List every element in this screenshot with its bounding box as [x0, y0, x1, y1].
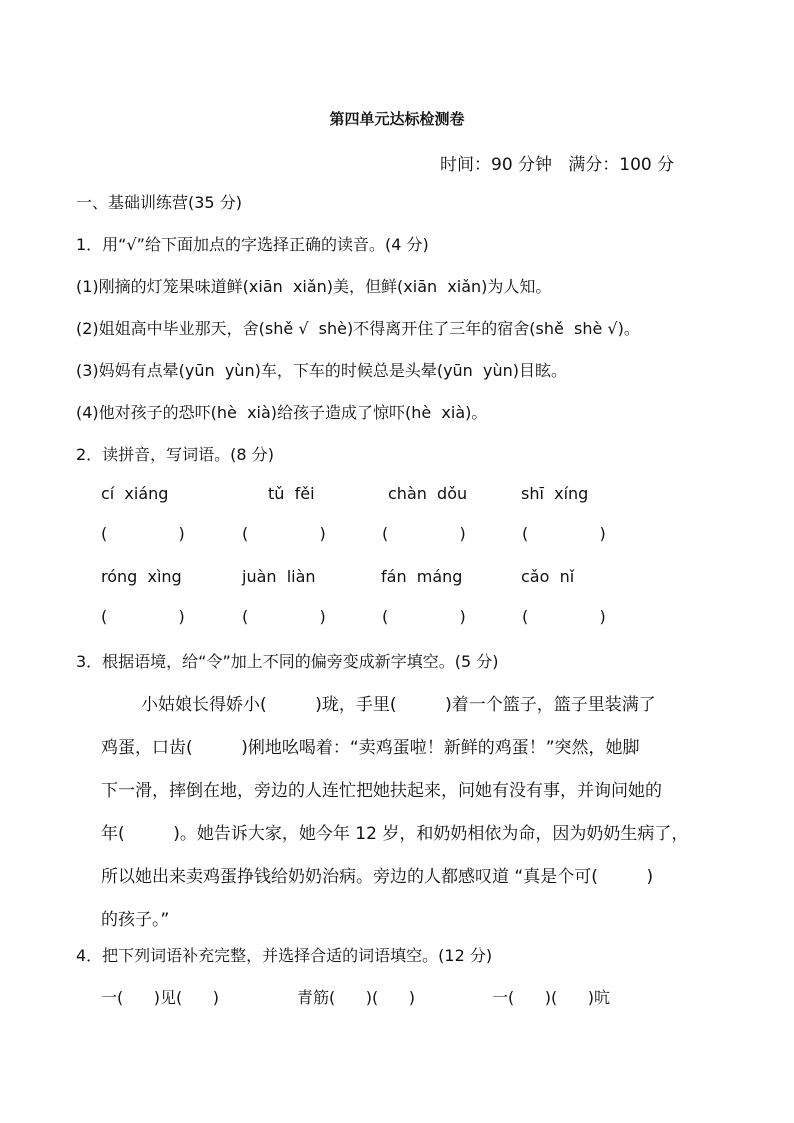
question-1-prompt: 1．用“√”给下面加点的字选择正确的读音。(4 分)	[76, 235, 429, 254]
answer-box[interactable]: ( )	[522, 524, 606, 543]
answer-box[interactable]: ( )	[242, 607, 326, 626]
question-1-item-1: (1)刚摘的灯笼果味道鲜(xiān xiǎn)美，但鲜(xiān xiǎn)为人知。	[76, 277, 552, 296]
idiom-blank-1[interactable]: 一( )见( )	[101, 988, 220, 1007]
question-3-prompt: 3．根据语境，给“令”加上不同的偏旁变成新字填空。(5 分)	[76, 652, 499, 671]
passage-line-6: 的孩子。”	[101, 910, 170, 930]
answer-box[interactable]: ( )	[101, 524, 185, 543]
pinyin-7: fán máng	[381, 567, 463, 586]
pinyin-5: róng xìng	[101, 567, 182, 586]
passage-line-5: 所以她出来卖鸡蛋挣钱给奶奶治病。旁边的人都感叹道 “真是个可( )	[101, 867, 654, 887]
question-1-item-2: (2)姐姐高中毕业那天，舍(shě √ shè)不得离开住了三年的宿舍(shě shè √)。	[76, 319, 640, 338]
pinyin-8: cǎo nǐ	[521, 567, 575, 586]
pinyin-4: shī xíng	[521, 484, 589, 503]
answer-box[interactable]: ( )	[382, 524, 466, 543]
answer-box[interactable]: ( )	[101, 607, 185, 626]
pinyin-1: cí xiáng	[101, 484, 169, 503]
passage-line-3: 下一滑，摔倒在地，旁边的人连忙把她扶起来，问她有没有事，并询问她的	[101, 781, 662, 801]
passage-line-1: 小姑娘长得娇小( )珑，手里( )着一个篮子，篮子里装满了	[141, 695, 656, 715]
question-4-prompt: 4．把下列词语补充完整，并选择合适的词语填空。(12 分)	[76, 946, 493, 965]
passage-line-2: 鸡蛋，口齿( )俐地吆喝着：“卖鸡蛋啦！新鲜的鸡蛋！”突然，她脚	[101, 738, 640, 758]
pinyin-3: chàn dǒu	[388, 484, 468, 503]
answer-box[interactable]: ( )	[382, 607, 466, 626]
section-heading: 一、基础训练营(35 分)	[76, 193, 242, 212]
answer-box[interactable]: ( )	[522, 607, 606, 626]
question-1-item-3: (3)妈妈有点晕(yūn yùn)车，下车的时候总是头晕(yūn yùn)目眩。	[76, 361, 567, 380]
pinyin-2: tǔ fěi	[268, 484, 315, 503]
idiom-blank-3[interactable]: 一( )( )吭	[492, 988, 611, 1007]
passage-line-4: 年( )。她告诉大家，她今年 12 岁，和奶奶相依为命，因为奶奶生病了，	[101, 824, 689, 844]
exam-title: 第四单元达标检测卷	[329, 110, 465, 128]
question-2-prompt: 2．读拼音，写词语。(8 分)	[76, 445, 274, 464]
answer-box[interactable]: ( )	[242, 524, 326, 543]
idiom-blank-2[interactable]: 青筋( )( )	[297, 988, 416, 1007]
pinyin-6: juàn liàn	[242, 567, 316, 586]
time-score-info: 时间：90 分钟 满分：100 分	[440, 155, 675, 175]
question-1-item-4: (4)他对孩子的恐吓(hè xià)给孩子造成了惊吓(hè xià)。	[76, 403, 488, 422]
